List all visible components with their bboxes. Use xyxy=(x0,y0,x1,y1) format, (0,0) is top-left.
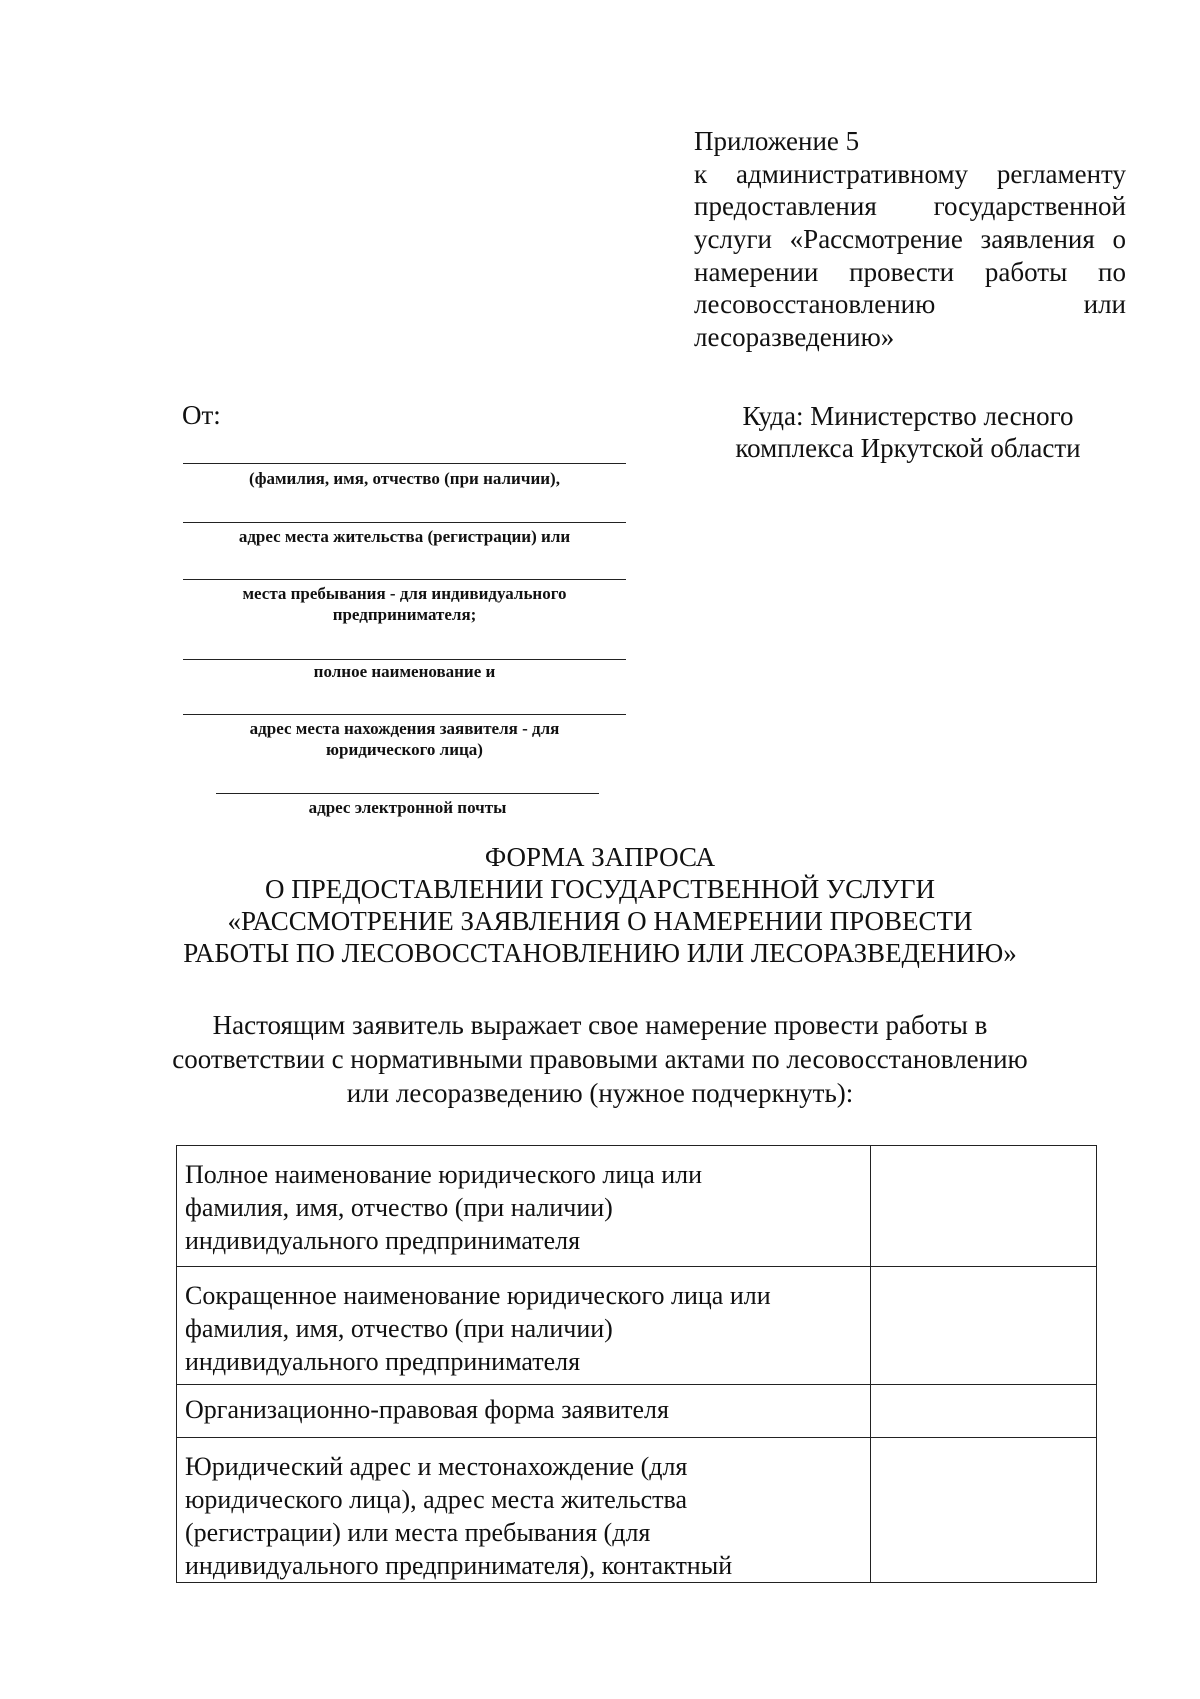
sender-email-line[interactable] xyxy=(216,793,599,794)
appendix-line: лесовосстановлению или xyxy=(694,289,1126,320)
form-title-line: «РАССМОТРЕНИЕ ЗАЯВЛЕНИЯ О НАМЕРЕНИИ ПРОВЕСТИ xyxy=(227,906,973,936)
intro-line: Настоящим заявитель выражает свое намерение провести работы в xyxy=(212,1010,988,1040)
recipient-line: Куда: Министерство лесного xyxy=(742,401,1074,431)
table-cell-value[interactable] xyxy=(871,1267,1097,1385)
table-label-line: индивидуального предпринимателя xyxy=(185,1347,581,1376)
sender-email-caption: адрес электронной почты xyxy=(308,798,507,817)
sender-address-caption: адрес места жительства (регистрации) или xyxy=(238,527,571,546)
sender-stay-line[interactable] xyxy=(183,579,626,580)
table-row xyxy=(177,1267,1097,1385)
table-cell-label xyxy=(177,1146,871,1267)
table-cell-label xyxy=(177,1267,871,1385)
table-label-line: Сокращенное наименование юридического лица или xyxy=(185,1281,771,1310)
table-label-line: Организационно-правовая форма заявителя xyxy=(185,1395,669,1424)
table-cell-value[interactable] xyxy=(871,1146,1097,1267)
sender-fullname-caption: (фамилия, имя, отчество (при наличии), xyxy=(249,469,560,488)
appendix-line: лесоразведению» xyxy=(694,322,895,353)
intro-line: соответствии с нормативными правовыми актами по лесовосстановлению xyxy=(172,1044,1028,1074)
table-row xyxy=(177,1385,1097,1438)
sender-orgaddress-caption: адрес места нахождения заявителя - для юридического лица) xyxy=(249,719,560,759)
sender-orgaddress-line[interactable] xyxy=(183,714,626,715)
recipient-block xyxy=(718,400,1098,464)
appendix-line: предоставления государственной xyxy=(694,191,1126,222)
from-label: От: xyxy=(182,400,221,430)
form-title-line: РАБОТЫ ПО ЛЕСОВОССТАНОВЛЕНИЮ ИЛИ ЛЕСОРАЗВЕДЕНИЮ» xyxy=(183,938,1017,968)
appendix-line: услуги «Рассмотрение заявления о xyxy=(694,224,1126,255)
appendix-line: намерении провести работы по xyxy=(694,256,1126,287)
appendix-line: к административному регламенту xyxy=(694,158,1126,189)
sender-address-line[interactable] xyxy=(183,522,626,523)
table-label-line: юридического лица), адрес места жительства xyxy=(185,1485,687,1514)
intro-paragraph xyxy=(150,1008,1050,1110)
table-row xyxy=(177,1146,1097,1267)
table-label-line: фамилия, имя, отчество (при наличии) xyxy=(185,1314,613,1343)
table-label-line: Полное наименование юридического лица или xyxy=(185,1160,703,1189)
sender-orgname-caption: полное наименование и xyxy=(313,662,496,681)
applicant-data-table xyxy=(176,1145,1097,1583)
form-title-line: ФОРМА ЗАПРОСА xyxy=(484,842,716,872)
table-cell-label xyxy=(177,1438,871,1583)
table-cell-value[interactable] xyxy=(871,1438,1097,1583)
table-cell-value[interactable] xyxy=(871,1385,1097,1438)
recipient-line: комплекса Иркутской области xyxy=(735,433,1081,463)
form-title xyxy=(160,841,1040,969)
intro-line: или лесоразведению (нужное подчеркнуть): xyxy=(346,1078,854,1108)
table-cell-label xyxy=(177,1385,871,1438)
appendix-header xyxy=(694,125,1126,354)
table-label-line: индивидуального предпринимателя xyxy=(185,1226,581,1255)
sender-fullname-line[interactable] xyxy=(183,463,626,464)
form-title-line: О ПРЕДОСТАВЛЕНИИ ГОСУДАРСТВЕННОЙ УСЛУГИ xyxy=(265,874,935,904)
sender-orgname-line[interactable] xyxy=(183,659,626,660)
table-label-line: фамилия, имя, отчество (при наличии) xyxy=(185,1193,613,1222)
table-row xyxy=(177,1438,1097,1583)
table-label-line: (регистрации) или места пребывания (для xyxy=(185,1518,651,1547)
table-label-line: Юридический адрес и местонахождение (для xyxy=(185,1452,688,1481)
sender-stay-caption: места пребывания - для индивидуального предпринимателя; xyxy=(242,584,567,624)
appendix-line: Приложение 5 xyxy=(694,126,860,156)
table-label-line: индивидуального предпринимателя), контактный xyxy=(185,1551,733,1580)
